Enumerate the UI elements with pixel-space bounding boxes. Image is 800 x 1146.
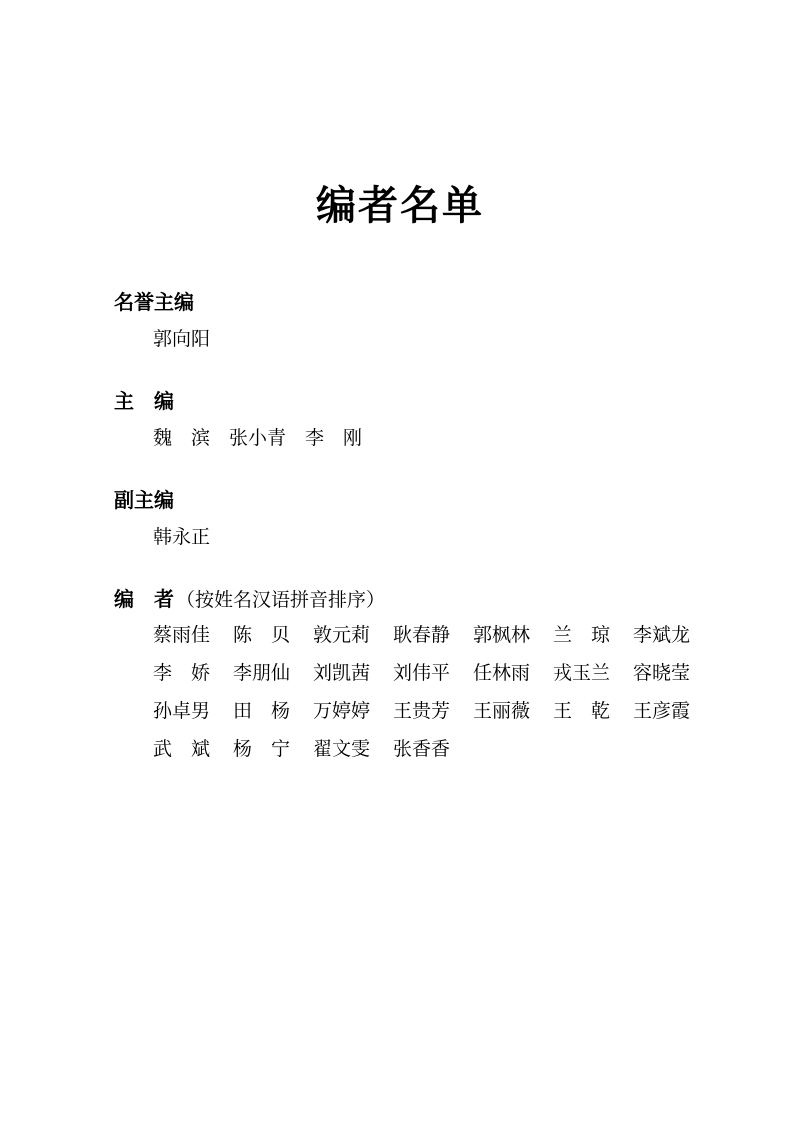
editor-name: 王 乾 — [553, 700, 611, 722]
editor-name: 田 杨 — [233, 700, 291, 722]
editor-name: 李斌龙 — [633, 624, 691, 646]
editors-heading-label: 编 者 — [114, 587, 174, 611]
editors-heading — [114, 585, 385, 614]
editor-name: 戎玉兰 — [553, 662, 611, 684]
honorary-editor-heading: 名誉主编 — [114, 290, 194, 314]
editor-name: 李 娇 — [153, 662, 211, 684]
editor-name: 张香香 — [393, 738, 451, 760]
editors-row — [153, 698, 713, 724]
associate-editor-names: 韩永正 — [153, 526, 211, 548]
editor-name: 耿春静 — [393, 624, 451, 646]
associate-editor-heading: 副主编 — [114, 488, 174, 512]
editor-name: 王彦霞 — [633, 700, 691, 722]
editor-name: 杨 宁 — [233, 738, 291, 760]
editors-sort-note: （按姓名汉语拼音排序） — [176, 589, 386, 611]
editor-name: 兰 琼 — [553, 624, 611, 646]
chief-editor-heading: 主 编 — [114, 389, 174, 413]
editor-name: 任林雨 — [473, 662, 531, 684]
editor-name: 蔡雨佳 — [153, 624, 211, 646]
honorary-editor-names: 郭向阳 — [153, 328, 211, 350]
editors-row — [153, 660, 713, 686]
chief-editor-names: 魏 滨 张小青 李 刚 — [153, 427, 363, 449]
editor-name: 翟文雯 — [313, 738, 371, 760]
editor-name: 武 斌 — [153, 738, 211, 760]
editor-name: 李朋仙 — [233, 662, 291, 684]
editors-row — [153, 736, 713, 762]
editor-name: 孙卓男 — [153, 700, 211, 722]
editors-row — [153, 622, 713, 648]
editor-name: 容晓莹 — [633, 662, 691, 684]
editor-name: 刘凯茜 — [313, 662, 371, 684]
editor-name: 刘伟平 — [393, 662, 451, 684]
editor-name: 郭枫林 — [473, 624, 531, 646]
editor-name: 万婷婷 — [313, 700, 371, 722]
editors-grid — [153, 622, 713, 774]
editor-name: 王丽薇 — [473, 700, 531, 722]
editor-name: 陈 贝 — [233, 624, 291, 646]
page-title: 编者名单 — [316, 183, 484, 229]
editor-name: 王贵芳 — [393, 700, 451, 722]
editor-name: 敦元莉 — [313, 624, 371, 646]
